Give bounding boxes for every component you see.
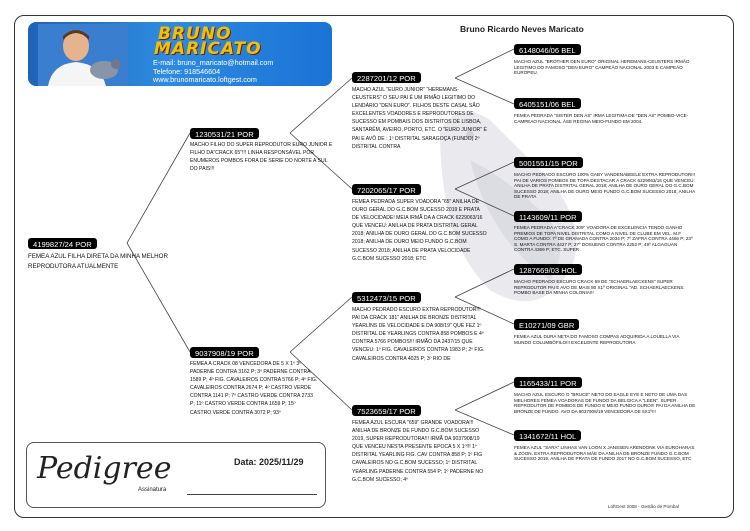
bird-ring-sds[interactable]: 5001551/15 POR bbox=[514, 157, 583, 168]
signature-line bbox=[187, 494, 317, 495]
bird-ring-dss[interactable]: 1287669/03 HOL bbox=[514, 264, 582, 275]
bird-ring-ds[interactable]: 5312473/15 POR bbox=[352, 292, 421, 303]
bird-ring-dam[interactable]: 9037908/19 POR bbox=[190, 347, 259, 358]
bird-desc-dd: FEMEA AZUL ESCURA "659" GRANDE VOADORA!!! ANILHA DE BRONZE DE FUNDO G.C.BOM SUCESSO 2019, SUPER REPRODUTORA!!! IRMÃ DA 9037908/19 QUE VENCEU NESTA PRESENTE EPOCA 5 X 1º!!! 1º DISTRITAL YEARLING FIG. CAV CONTRA 858 P; 1º FIG CAVALEIROS NO G.C.BOM SUCESSO; 1º DISTRITAL YEARLING PADERNE CONTRA 554 P; 1º PADERNE NO G.C.BOM SUCESSO; 4º bbox=[352, 420, 484, 483]
pedigree-title: Pedigree bbox=[37, 451, 172, 486]
bird-desc-dsd: FEMEA AZUL DURA NETA DO FAMOSO COMPAS ADQUIRIDA A LOUELLA VIA MUNDO COLUMBÓFILO!!! EXCELENTE REPRODUTORA bbox=[514, 334, 680, 345]
bird-ring-ddd[interactable]: 1341672/11 HOL bbox=[514, 430, 581, 441]
bird-desc-ss: MACHO AZUL "EURO JUNIOR" "HEREMANS-CEUSTERS" O SEU PAI É UM IRMÃO LEGITIMO DO LENDÁRIO "DEN EURO". FILHOS DESTE CASAL SÃO EXCELENTES VOADORES E REPRODUTORES DE SUCESSO EM POMBAIS DOS DISTRITOS DE LISBOA, SANTARÉM, AVEIRO, PORTO, ETC. O "EURO JUNIOR" É PAI E AVÔ DE : 1º DISTRITAL SARAGOÇA (FUNDO) 2º DISTRITAL CONTRA bbox=[352, 87, 487, 150]
bird-desc-dam: FEMEA A CRACK 08 VENCEDORA DE 5 X 1º 3º PADERNE CONTRA 3162 P; 3º PADERNE CONTRA 1589 P; 4º FIG. CAVALEIROS CONTRA 5766 P; 4º FIG. CAVALEIROS CONTRA 2674 P; 4º CASTRO VERDE CONTRA 1141 P; 7º CASTRO VERDE CONTRA 2733 P; 11º CASTRO VERDE CONTRA 1659 P; 15º CASTRO VERDE CONTRA 3072 P; 93º bbox=[190, 361, 318, 416]
bird-ring-dds[interactable]: 1165433/11 POR bbox=[514, 377, 582, 388]
owner-name: Bruno Ricardo Neves Maricato bbox=[460, 24, 584, 34]
bird-ring-dsd[interactable]: E10271/09 GBR bbox=[514, 319, 579, 330]
bird-ring-ss[interactable]: 2287201/12 POR bbox=[352, 72, 421, 83]
bird-desc-ssd: FEMEA PEDRADA "SISTER DEN AS" IRMA LEGITIMA DE "DEN AS" POMBO-VICE- CAMPEAO NACIONAL ÁSE REGINA MEIO-FUNDO EM 2004. bbox=[514, 113, 689, 124]
bird-desc-sd: FEMEA PEDRADA SUPER VOADORA "65" ANILHA DE OURO GERAL DO G.C.BOM SUCESSO 2019 E PRATA DE VELOCIDADE! MEIA IRMÃ DA A CRACK 6229063/16 QUE VENCEU: ANILHA DE PRATA DISTRITAL GERAL 2018; ANILHA DE OURO GERAL DO G.C.BOM SUCESSO 2018; ANILHA DE OURO MEIO FUNDO G.C.BOM SUCESSO 2018; ANILHA DE PRATA VELOCIDADE G.C.BOM SUCESSO 2018; ETC bbox=[352, 199, 487, 262]
signature-label: Assinatura bbox=[138, 487, 167, 493]
banner-last-name: MARICATO bbox=[154, 39, 262, 59]
banner-phone: Telefone: 918546604 bbox=[153, 66, 221, 76]
bird-ring-sss[interactable]: 6148046/06 BEL bbox=[514, 44, 581, 55]
bird-desc-ds: MACHO PEDRADO ESCURO EXTRA REPRODUTOR!!! PAI DA CRACK 181" ANILHA DE BRONZE DISTRITAL YEARLINS DE VELOCIDADE E DA 908/19" QUE FEZ 1º DISTRITAL DE YEARLINGS CONTRA 858 POMBOS E 4º CONTRA 5766 POMBOS!!! IRMÃO DA 2437/15 QUE VENCEU: 1º FIG. CAVALEIROS CONTRA 1983 P; 2º FIG. CAVALEIROS CONTRA 4025 P; 3º RIO DE bbox=[352, 307, 485, 362]
banner-first-name: BRUNO bbox=[158, 24, 232, 44]
bird-ring-main[interactable]: 4199827/24 POR bbox=[28, 238, 97, 249]
bird-desc-sire: MACHO FILHO DO SUPER REPRODUTOR EURO JUNIOR E FILHO DA"CRACK 65"!!! LINHA RESPONSÁVEL POR ENUMEROS POMBOS FORA DE SERIE DO NORTE A SUL DO PAIS!!! bbox=[190, 142, 333, 173]
bird-ring-sd[interactable]: 7202065/17 POR bbox=[352, 184, 421, 195]
footer-credit: LoftGest 2008 - Gestão de Pombal bbox=[608, 504, 679, 509]
bird-desc-main: FEMEA AZUL FILHA DIRETA DA MINHA MELHOR REPRODUTORA ATUALMENTE bbox=[28, 253, 168, 270]
bird-ring-sire[interactable]: 1230531/21 POR bbox=[190, 128, 259, 139]
bird-ring-dd[interactable]: 7523659/17 POR bbox=[352, 405, 421, 416]
bird-desc-sds: MACHO PEDRADO ESCURO 100% GABY VANDENABEELE EXTRA REPRODUTOR!!! PAI DE VARIOS POMBOS DE TOPA DESTACAR A CRACK 6229063/16 QUE VENCEU: ANILHA DE PRATA DISTRITAL GERAL 2018; ANILHA DE OURO GERAL DO G.C.BOM SUCESSO 2018; ANILHA DE OURO MEIO FUNDO G.C.BOM SUCESSO 2018; ANILHA DE PRATA bbox=[514, 172, 695, 200]
banner-email: E-mail: bruno_maricato@hotmail.com bbox=[153, 58, 274, 67]
bird-desc-sss: MACHO AZUL "BROTHER DEN EURO" ORIGINAL HEREMANS-CEUSTERS IRMÃO LEGITIMO DO FAMOSO "DEN EURO" CAMPEÃO NACIONAL 2003 E CAMPEÃO EUROPEU. bbox=[514, 59, 690, 76]
bird-desc-dds: MACHO AZUL ESCURO O "BRUCE" NETO DO EAGLE EYE E NETO DE UMA DAS MELHORES FEMEA VOADORAS DE FUNDO DA BELGICA A "LEEN". SUPER REPRODUTOR DE POMBOS DE FUNDO E MEIO FUNDO DURO!!! PAI DA ANILHA DE BRONZE DE FUNDO. AVO DA 9037908/19 VENCEDORA DE 5X1º!!! bbox=[514, 392, 696, 414]
pedigree-info-box bbox=[26, 442, 326, 508]
bird-desc-ddd: FEMEA AZUL "SARA" LINHAS VAN LOON X JANSSEN ARENDONK VIA EUROHARAS & ZOON. EXTRA REPRODUTORA MÃE DA ANILHA DE BRONZE FUNDO G.C.BOM SUCESSO 2019, ANILHA DE PRATA DE FUNDO 2017 NO G.C.BOM SUCESSO, ETC bbox=[514, 445, 695, 462]
bird-desc-dss: MACHO PEDRADO ESCURO CRACK 69 DE "SCHAERLAECKENS" SUPER REPRODUTOR PAI E AVO DE MAIS 80 X1º ORIGINAL "AD. SCHAERLAECKENS. POMBO BASE DA MINHA COLONIA!!! bbox=[514, 279, 685, 296]
pedigree-date: Data: 2025/11/29 bbox=[234, 457, 304, 467]
bird-desc-sdd: FEMEA PEDRADA A"CRACK 309" VOADORA DE EXCELENCIA TENDO GANHO PREMIOS DE TOPA NIVEL DISTRITAL COMO A NIVEL DE CLUBE EM VEL. M.F COMO A FUNDO: 7º DE GRANADA CONTRA 2034 P; 7º ZAFRA CONTRA 4466 P; 23º S. MARTA CONTRA 4427 P; 27º DOSUENO CONTRA 2252 P; 49º ALGAGUAN CONTRA 4369 P; ETC. SUPER bbox=[514, 225, 693, 253]
bird-ring-sdd[interactable]: 1143609/11 POR bbox=[514, 211, 582, 222]
bird-ring-ssd[interactable]: 6405151/06 BEL bbox=[514, 98, 581, 109]
banner-website: www.brunomaricato.loftgest.com bbox=[153, 75, 257, 85]
